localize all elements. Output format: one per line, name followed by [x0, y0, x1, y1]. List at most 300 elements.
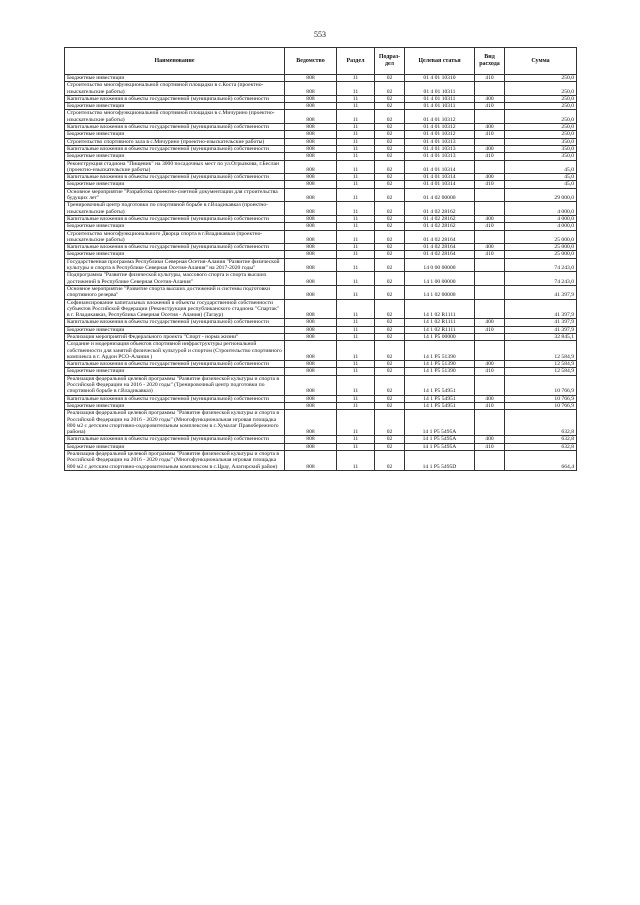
row-target-item: 01 4 01 10312 — [405, 110, 475, 124]
table-row — [65, 375, 577, 395]
row-expense-type: 410 — [475, 443, 505, 450]
row-sum: 12 584,9 — [505, 368, 577, 375]
row-target-item: 14 1 P5 51390 — [405, 361, 475, 368]
table-row — [65, 333, 577, 340]
row-sum: 25 000,0 — [505, 230, 577, 244]
table-row — [65, 202, 577, 216]
row-name: Бюджетные инвестиции — [65, 75, 285, 82]
row-ved: 808 — [285, 375, 337, 395]
row-sum: 41 397,9 — [505, 326, 577, 333]
row-expense-type — [475, 138, 505, 145]
table-row — [65, 443, 577, 450]
row-ved: 808 — [285, 223, 337, 230]
row-podrazdel: 02 — [375, 333, 405, 340]
row-ved: 808 — [285, 124, 337, 131]
row-expense-type: 400 — [475, 361, 505, 368]
col-header-target-item: Целевая статья — [405, 48, 475, 75]
row-expense-type — [475, 451, 505, 471]
row-ved: 808 — [285, 258, 337, 272]
row-expense-type: 410 — [475, 326, 505, 333]
row-razdel: 11 — [337, 361, 375, 368]
row-expense-type: 410 — [475, 368, 505, 375]
row-ved: 808 — [285, 188, 337, 202]
row-name: Строительство многофункционального Дворца спорта в г.Владикавказ (проектно-изыскательские работы) — [65, 230, 285, 244]
row-expense-type — [475, 230, 505, 244]
row-expense-type: 410 — [475, 103, 505, 110]
row-name: Софинансирование капитальных вложений в объекты государственной собственности субъектов Российской Федерации (Реконструкция республиканского стадиона "Спартак" в г. Владикавказ, Республика Северная Осетия - Алания) (Тагаур) — [65, 299, 285, 319]
row-razdel: 11 — [337, 436, 375, 443]
row-ved: 808 — [285, 95, 337, 102]
row-expense-type — [475, 202, 505, 216]
table-row — [65, 188, 577, 202]
row-ved: 808 — [285, 451, 337, 471]
col-header-name: Наименование — [65, 48, 285, 75]
row-expense-type: 400 — [475, 436, 505, 443]
row-name: Строительство спортивного зала в с.Мичурино (проектно-изыскательские работы) — [65, 138, 285, 145]
row-expense-type: 400 — [475, 124, 505, 131]
row-razdel: 11 — [337, 333, 375, 340]
row-sum: 12 584,9 — [505, 341, 577, 361]
row-podrazdel: 02 — [375, 443, 405, 450]
row-target-item: 14 1 P5 5495A — [405, 443, 475, 450]
row-name: Создание и модернизация объектов спортивной инфраструктуры региональной собственности для занятий физической культурой и спортом (Строительство спортивного комплекса в г. Ардон РСО-Алания ) — [65, 341, 285, 361]
row-target-item: 14 1 02 R1111 — [405, 326, 475, 333]
row-expense-type: 400 — [475, 145, 505, 152]
row-expense-type — [475, 333, 505, 340]
table-row — [65, 299, 577, 319]
row-target-item: 14 1 P5 51390 — [405, 368, 475, 375]
row-ved: 808 — [285, 153, 337, 160]
row-ved: 808 — [285, 110, 337, 124]
row-sum: 250,0 — [505, 124, 577, 131]
row-target-item: 01 4 02 28162 — [405, 215, 475, 222]
col-header-sum: Сумма — [505, 48, 577, 75]
row-name: Бюджетные инвестиции — [65, 443, 285, 450]
row-expense-type — [475, 160, 505, 174]
row-expense-type: 410 — [475, 251, 505, 258]
row-sum: 350,0 — [505, 138, 577, 145]
row-target-item: 01 4 01 10312 — [405, 131, 475, 138]
row-podrazdel: 02 — [375, 402, 405, 409]
row-name: Бюджетные инвестиции — [65, 103, 285, 110]
row-ved: 808 — [285, 230, 337, 244]
page-number: 553 — [314, 30, 326, 39]
table-row — [65, 75, 577, 82]
table-row — [65, 131, 577, 138]
row-podrazdel: 02 — [375, 188, 405, 202]
table-row — [65, 272, 577, 286]
row-ved: 808 — [285, 285, 337, 299]
table-row — [65, 451, 577, 471]
row-target-item: 14 1 P5 5495D — [405, 451, 475, 471]
row-ved: 808 — [285, 244, 337, 251]
row-sum: 4 000,0 — [505, 215, 577, 222]
row-ved: 808 — [285, 319, 337, 326]
table-row — [65, 326, 577, 333]
row-expense-type: 400 — [475, 215, 505, 222]
table-row — [65, 285, 577, 299]
row-target-item: 14 1 02 R1111 — [405, 299, 475, 319]
row-sum: 250,0 — [505, 103, 577, 110]
table-row — [65, 402, 577, 409]
row-podrazdel: 02 — [375, 436, 405, 443]
row-podrazdel: 02 — [375, 223, 405, 230]
row-target-item: 14 1 02 00000 — [405, 285, 475, 299]
row-podrazdel: 02 — [375, 272, 405, 286]
row-target-item: 01 4 02 28162 — [405, 202, 475, 216]
row-ved: 808 — [285, 215, 337, 222]
row-name: Государственная программа Республики Северная Осетия-Алания "Развитие физической культуры и спорта в Республике Северная Осетия-Алания" на 2017-2020 годы" — [65, 258, 285, 272]
row-expense-type: 400 — [475, 174, 505, 181]
row-ved: 808 — [285, 160, 337, 174]
row-sum: 45,0 — [505, 160, 577, 174]
row-name: Бюджетные инвестиции — [65, 223, 285, 230]
row-sum: 74 243,0 — [505, 258, 577, 272]
row-sum: 250,0 — [505, 82, 577, 96]
row-sum: 250,0 — [505, 75, 577, 82]
row-ved: 808 — [285, 251, 337, 258]
row-expense-type: 410 — [475, 153, 505, 160]
row-name: Строительство многофункциональной спортивной площадки в с.Мичурино (проектно-изыскательские работы) — [65, 110, 285, 124]
table-row — [65, 103, 577, 110]
row-sum: 664,4 — [505, 451, 577, 471]
row-podrazdel: 02 — [375, 174, 405, 181]
row-podrazdel: 02 — [375, 410, 405, 436]
table-row — [65, 319, 577, 326]
table-row — [65, 230, 577, 244]
row-name: Капитальные вложения в объекты государственной (муниципальной) собственности — [65, 361, 285, 368]
row-razdel: 11 — [337, 188, 375, 202]
table-row — [65, 153, 577, 160]
row-razdel: 11 — [337, 145, 375, 152]
row-expense-type: 410 — [475, 223, 505, 230]
table-row — [65, 436, 577, 443]
col-header-razdel: Раздел — [337, 48, 375, 75]
row-razdel: 11 — [337, 202, 375, 216]
row-target-item: 14 1 P5 00000 — [405, 333, 475, 340]
row-expense-type — [475, 82, 505, 96]
row-podrazdel: 02 — [375, 326, 405, 333]
row-target-item: 14 1 P5 54951 — [405, 402, 475, 409]
row-expense-type: 410 — [475, 181, 505, 188]
row-ved: 808 — [285, 333, 337, 340]
row-sum: 4 000,0 — [505, 223, 577, 230]
table-row — [65, 223, 577, 230]
row-razdel: 11 — [337, 443, 375, 450]
row-expense-type: 400 — [475, 95, 505, 102]
table-row — [65, 251, 577, 258]
row-razdel: 11 — [337, 451, 375, 471]
row-ved: 808 — [285, 202, 337, 216]
row-expense-type — [475, 285, 505, 299]
row-expense-type: 410 — [475, 75, 505, 82]
row-name: Строительство многофункциональной спортивной площадки в с.Коста (проектно-изыскательские работы) — [65, 82, 285, 96]
row-razdel: 11 — [337, 153, 375, 160]
row-podrazdel: 02 — [375, 395, 405, 402]
row-razdel: 11 — [337, 368, 375, 375]
row-name: Бюджетные инвестиции — [65, 368, 285, 375]
table-row — [65, 124, 577, 131]
row-name: Капитальные вложения в объекты государственной (муниципальной) собственности — [65, 95, 285, 102]
row-target-item: 01 4 01 10314 — [405, 181, 475, 188]
table-row — [65, 341, 577, 361]
row-target-item: 01 4 02 28162 — [405, 223, 475, 230]
row-sum: 632,8 — [505, 436, 577, 443]
row-razdel: 11 — [337, 131, 375, 138]
table-row — [65, 361, 577, 368]
row-name: Реализация мероприятий Федерального проекта "Спорт - норма жизни" — [65, 333, 285, 340]
row-sum: 32 845,1 — [505, 333, 577, 340]
row-name: Капитальные вложения в объекты государственной (муниципальной) собственности — [65, 319, 285, 326]
row-target-item: 14 1 P5 54951 — [405, 395, 475, 402]
row-ved: 808 — [285, 272, 337, 286]
row-sum: 350,0 — [505, 145, 577, 152]
budget-table — [64, 47, 577, 471]
row-sum: 250,0 — [505, 110, 577, 124]
row-sum: 10 766,9 — [505, 375, 577, 395]
row-sum: 74 243,0 — [505, 272, 577, 286]
row-ved: 808 — [285, 436, 337, 443]
row-target-item: 01 4 01 10311 — [405, 82, 475, 96]
row-podrazdel: 02 — [375, 124, 405, 131]
row-podrazdel: 02 — [375, 341, 405, 361]
row-ved: 808 — [285, 181, 337, 188]
table-row — [65, 174, 577, 181]
row-ved: 808 — [285, 341, 337, 361]
row-target-item: 01 4 01 10313 — [405, 138, 475, 145]
row-name: Реализация федеральной целевой программы "Развитие физической культуры и спорта в Российской Федерации на 2016 - 2020 годы" (Тренировочный центр подготовки по спортивной борьбе в г.Владикавказ) — [65, 375, 285, 395]
row-expense-type — [475, 110, 505, 124]
row-podrazdel: 02 — [375, 244, 405, 251]
row-expense-type — [475, 299, 505, 319]
row-sum: 632,8 — [505, 410, 577, 436]
row-razdel: 11 — [337, 103, 375, 110]
row-razdel: 11 — [337, 319, 375, 326]
row-sum: 4 000,0 — [505, 202, 577, 216]
row-ved: 808 — [285, 103, 337, 110]
col-header-ved: Ведомство — [285, 48, 337, 75]
row-razdel: 11 — [337, 124, 375, 131]
row-name: Реконструкция стадиона "Пищевик" на 3000 посадочных мест по ул.Огрызкова, г.Беслан (проектно-изыскательские работы) — [65, 160, 285, 174]
row-expense-type — [475, 272, 505, 286]
row-sum: 29 000,0 — [505, 188, 577, 202]
row-razdel: 11 — [337, 251, 375, 258]
row-sum: 250,0 — [505, 95, 577, 102]
row-expense-type: 400 — [475, 244, 505, 251]
row-razdel: 11 — [337, 110, 375, 124]
row-razdel: 11 — [337, 272, 375, 286]
row-podrazdel: 02 — [375, 451, 405, 471]
row-razdel: 11 — [337, 285, 375, 299]
row-sum: 250,0 — [505, 131, 577, 138]
table-row — [65, 138, 577, 145]
row-ved: 808 — [285, 443, 337, 450]
row-razdel: 11 — [337, 75, 375, 82]
row-podrazdel: 02 — [375, 299, 405, 319]
row-sum: 41 397,9 — [505, 299, 577, 319]
row-sum: 45,0 — [505, 181, 577, 188]
row-podrazdel: 02 — [375, 82, 405, 96]
row-ved: 808 — [285, 410, 337, 436]
table-row — [65, 110, 577, 124]
row-sum: 632,8 — [505, 443, 577, 450]
row-name: Капитальные вложения в объекты государственной (муниципальной) собственности — [65, 215, 285, 222]
row-name: Капитальные вложения в объекты государственной (муниципальной) собственности — [65, 174, 285, 181]
row-target-item: 14 1 P5 5495A — [405, 410, 475, 436]
table-row — [65, 95, 577, 102]
row-sum: 25 000,0 — [505, 251, 577, 258]
row-name: Бюджетные инвестиции — [65, 131, 285, 138]
table-body — [65, 75, 577, 471]
row-podrazdel: 02 — [375, 110, 405, 124]
row-target-item: 01 4 02 28164 — [405, 230, 475, 244]
row-sum: 45,0 — [505, 174, 577, 181]
row-ved: 808 — [285, 131, 337, 138]
row-razdel: 11 — [337, 341, 375, 361]
row-razdel: 11 — [337, 258, 375, 272]
row-target-item: 01 4 01 10314 — [405, 160, 475, 174]
row-sum: 41 397,9 — [505, 319, 577, 326]
row-name: Бюджетные инвестиции — [65, 153, 285, 160]
row-sum: 25 000,0 — [505, 244, 577, 251]
row-name: Основное мероприятие "Разработка проектно-сметной документации для строительства будущих лет" — [65, 188, 285, 202]
row-target-item: 01 4 01 10313 — [405, 153, 475, 160]
row-podrazdel: 02 — [375, 230, 405, 244]
row-target-item: 14 1 P5 5495A — [405, 436, 475, 443]
row-razdel: 11 — [337, 138, 375, 145]
row-target-item: 01 4 01 10314 — [405, 174, 475, 181]
row-expense-type: 410 — [475, 131, 505, 138]
row-ved: 808 — [285, 368, 337, 375]
row-sum: 41 397,9 — [505, 285, 577, 299]
row-name: Основное мероприятие "Развитие спорта высших достижений и системы подготовки спортивного резерва" — [65, 285, 285, 299]
row-name: Бюджетные инвестиции — [65, 251, 285, 258]
row-razdel: 11 — [337, 215, 375, 222]
table-row — [65, 160, 577, 174]
row-ved: 808 — [285, 361, 337, 368]
row-ved: 808 — [285, 326, 337, 333]
row-podrazdel: 02 — [375, 258, 405, 272]
row-name: Капитальные вложения в объекты государственной (муниципальной) собственности — [65, 145, 285, 152]
table-row — [65, 181, 577, 188]
row-podrazdel: 02 — [375, 202, 405, 216]
row-razdel: 11 — [337, 223, 375, 230]
row-razdel: 11 — [337, 244, 375, 251]
row-ved: 808 — [285, 145, 337, 152]
row-ved: 808 — [285, 138, 337, 145]
row-name: Капитальные вложения в объекты государственной (муниципальной) собственности — [65, 436, 285, 443]
row-name: Бюджетные инвестиции — [65, 326, 285, 333]
row-podrazdel: 02 — [375, 368, 405, 375]
row-name: Тренировочный центр подготовки по спортивной борьбе в г.Владикавказ (проектно-изыскательские работы) — [65, 202, 285, 216]
row-target-item: 01 4 01 10313 — [405, 145, 475, 152]
row-podrazdel: 02 — [375, 181, 405, 188]
table-header-row — [65, 48, 577, 75]
row-target-item: 14 0 00 00000 — [405, 258, 475, 272]
row-name: Капитальные вложения в объекты государственной (муниципальной) собственности — [65, 395, 285, 402]
row-podrazdel: 02 — [375, 160, 405, 174]
row-razdel: 11 — [337, 174, 375, 181]
row-target-item: 14 1 P5 54951 — [405, 375, 475, 395]
row-target-item: 14 1 00 00000 — [405, 272, 475, 286]
row-ved: 808 — [285, 299, 337, 319]
row-expense-type — [475, 188, 505, 202]
row-razdel: 11 — [337, 95, 375, 102]
row-target-item: 01 4 01 10312 — [405, 124, 475, 131]
row-target-item: 01 4 02 28164 — [405, 251, 475, 258]
row-podrazdel: 02 — [375, 145, 405, 152]
row-expense-type — [475, 410, 505, 436]
row-target-item: 01 4 01 10311 — [405, 103, 475, 110]
table-row — [65, 145, 577, 152]
col-header-podrazdel: Подраз- дел — [375, 48, 405, 75]
row-podrazdel: 02 — [375, 375, 405, 395]
row-razdel: 11 — [337, 181, 375, 188]
row-target-item: 14 1 02 R1111 — [405, 319, 475, 326]
row-name: Бюджетные инвестиции — [65, 402, 285, 409]
row-expense-type — [475, 258, 505, 272]
row-podrazdel: 02 — [375, 361, 405, 368]
row-podrazdel: 02 — [375, 215, 405, 222]
row-razdel: 11 — [337, 326, 375, 333]
row-expense-type — [475, 375, 505, 395]
row-podrazdel: 02 — [375, 319, 405, 326]
row-name: Подпрограмма "Развитие физической культуры, массового спорта и спорта высших достижений в Республике Северная Осетия-Алания" — [65, 272, 285, 286]
row-name: Реализация федеральной целевой программы "Развитие физической культуры и спорта в Российской Федерации на 2016 - 2020 годы" (Многофункциональная игровая площадка 800 м2 с детским спортивно-оздоровительным комплексом в с.Црау, Алагирский район) — [65, 451, 285, 471]
row-ved: 808 — [285, 82, 337, 96]
row-expense-type — [475, 341, 505, 361]
row-name: Капитальные вложения в объекты государственной (муниципальной) собственности — [65, 124, 285, 131]
row-name: Реализация федеральной целевой программы "Развитие физической культуры и спорта в Российской Федерации на 2016 - 2020 годы" (Многофункциональная игровая площадка 800 м2 с детским спортивно-оздоровительным комплексом в с.Хумалаг Правобережного района) — [65, 410, 285, 436]
row-podrazdel: 02 — [375, 138, 405, 145]
row-sum: 10 766,9 — [505, 395, 577, 402]
row-podrazdel: 02 — [375, 95, 405, 102]
row-podrazdel: 02 — [375, 251, 405, 258]
row-razdel: 11 — [337, 402, 375, 409]
row-razdel: 11 — [337, 410, 375, 436]
table-row — [65, 368, 577, 375]
row-podrazdel: 02 — [375, 103, 405, 110]
row-razdel: 11 — [337, 375, 375, 395]
row-razdel: 11 — [337, 395, 375, 402]
row-ved: 808 — [285, 75, 337, 82]
row-target-item: 01 4 01 10310 — [405, 75, 475, 82]
table-row — [65, 395, 577, 402]
row-expense-type: 400 — [475, 319, 505, 326]
row-sum: 350,0 — [505, 153, 577, 160]
row-ved: 808 — [285, 402, 337, 409]
row-razdel: 11 — [337, 230, 375, 244]
row-target-item: 01 4 01 10311 — [405, 95, 475, 102]
row-ved: 808 — [285, 395, 337, 402]
row-razdel: 11 — [337, 82, 375, 96]
row-expense-type: 400 — [475, 395, 505, 402]
table-row — [65, 410, 577, 436]
row-name: Капитальные вложения в объекты государственной (муниципальной) собственности — [65, 244, 285, 251]
table-row — [65, 215, 577, 222]
col-header-expense-type: Вид расхода — [475, 48, 505, 75]
row-target-item: 14 1 P5 51390 — [405, 341, 475, 361]
row-podrazdel: 02 — [375, 131, 405, 138]
row-target-item: 01 4 02 00000 — [405, 188, 475, 202]
row-sum: 10 766,9 — [505, 402, 577, 409]
row-expense-type: 410 — [475, 402, 505, 409]
row-podrazdel: 02 — [375, 153, 405, 160]
row-podrazdel: 02 — [375, 75, 405, 82]
row-target-item: 01 4 02 28164 — [405, 244, 475, 251]
row-ved: 808 — [285, 174, 337, 181]
table-row — [65, 258, 577, 272]
